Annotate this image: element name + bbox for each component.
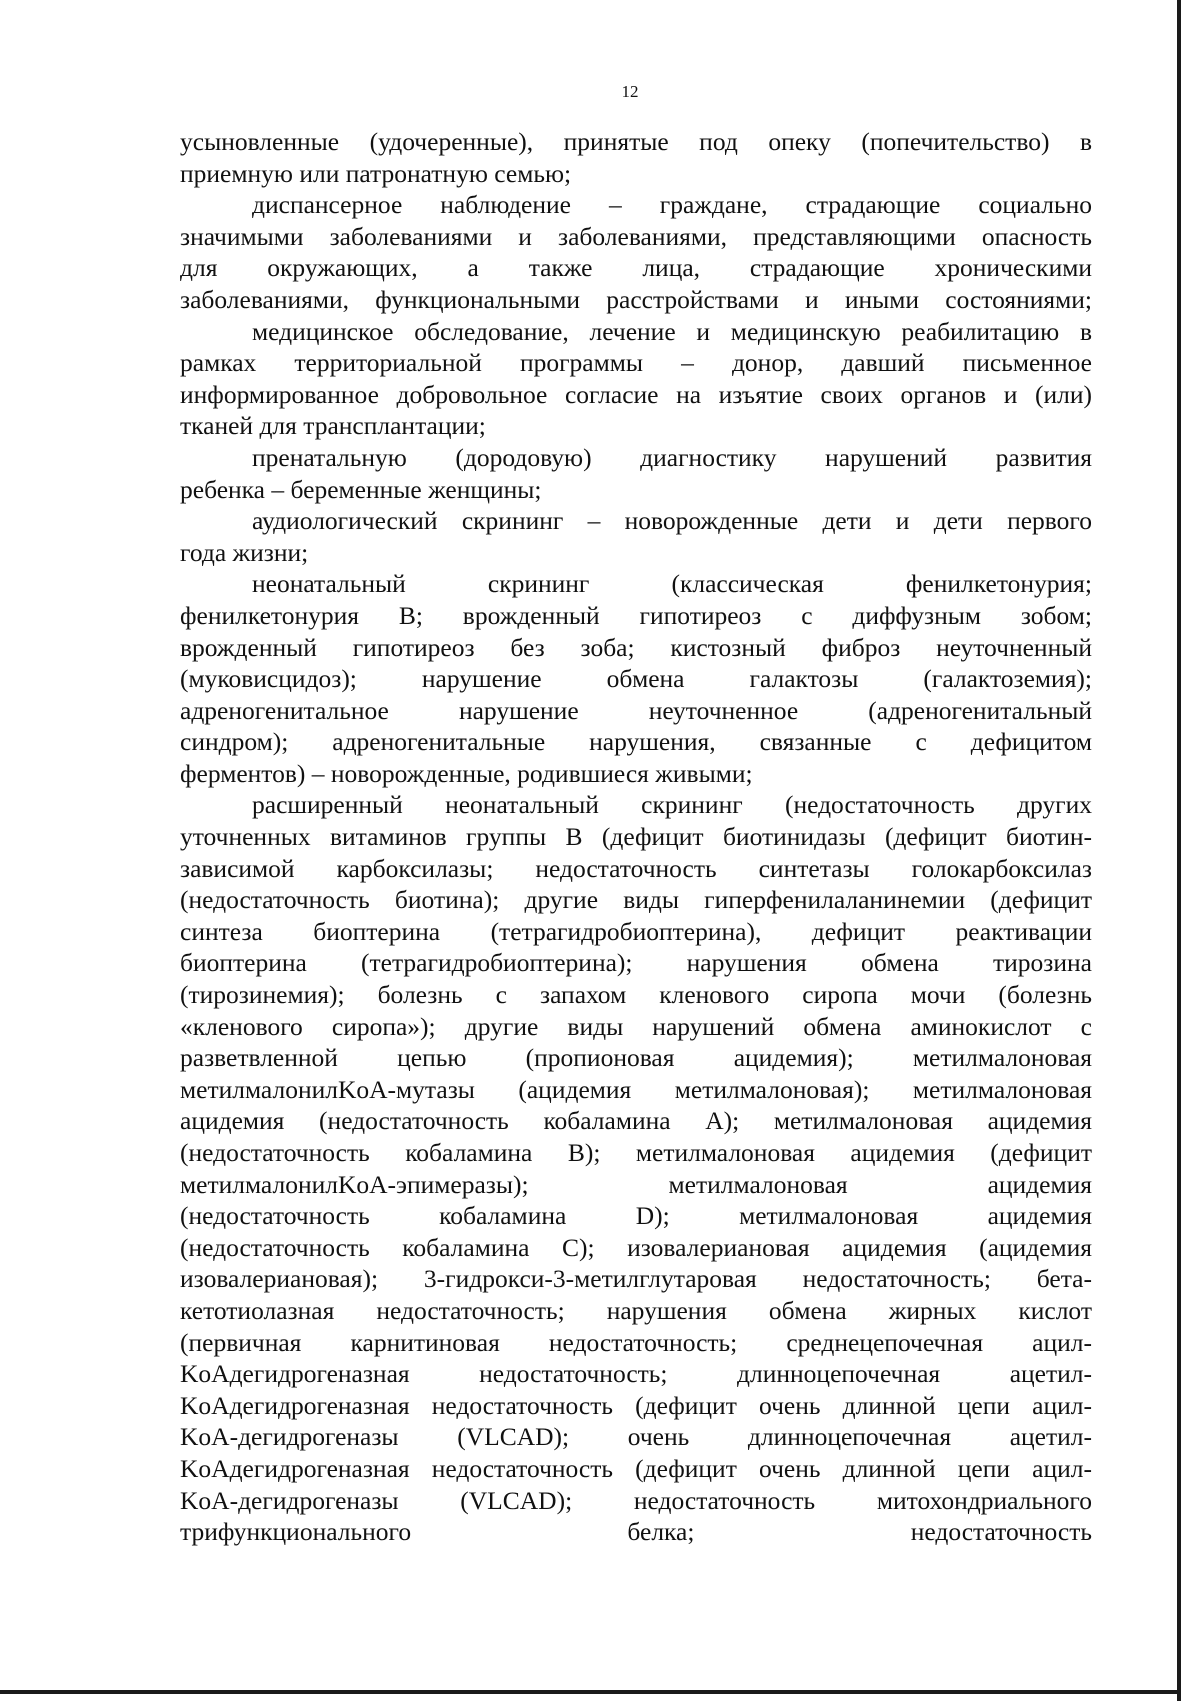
text-line: адреногенитальное нарушение неуточненное (адреногенитальный (180, 695, 1092, 725)
text-line: ферментов) – новорожденные, родившиеся живыми; (180, 758, 753, 788)
text-line: зависимой карбоксилазы; недостаточность синтетазы голокарбоксилаз (180, 853, 1092, 883)
text-line: биоптерина (тетрагидробиоптерина); нарушения обмена тирозина (180, 948, 1092, 978)
text-line: заболеваниями, функциональными расстройствами и иными состояниями; (180, 284, 1092, 314)
text-line: кетотиолазная недостаточность; нарушения обмена жирных кислот (180, 1295, 1092, 1325)
text-line: KoAдегидрогеназная недостаточность (дефицит очень длинной цепи ацил- (180, 1390, 1092, 1420)
text-line: (недостаточность кобаламина C); изовалериановая ацидемия (ацидемия (180, 1232, 1092, 1262)
text-line: медицинское обследование, лечение и медицинскую реабилитацию в (252, 316, 1092, 346)
text-line: пренатальную (дородовую) диагностику нарушений развития (252, 442, 1092, 472)
text-line: (недостаточность кобаламина B); метилмалоновая ацидемия (дефицит (180, 1138, 1092, 1167)
page-edge-right (1177, 0, 1181, 1701)
document-body (180, 126, 1092, 1548)
text-line: «кленового сиропа»); другие виды нарушений обмена аминокислот с (180, 1011, 1092, 1041)
text-line: уточненных витаминов группы B (дефицит биотинидазы (дефицит биотин- (180, 822, 1092, 852)
text-line: тканей для трансплантации; (180, 411, 486, 441)
text-line: (недостаточность кобаламина D); метилмалоновая ацидемия (180, 1201, 1092, 1231)
text-line: рамках территориальной программы – донор, давший письменное (180, 348, 1092, 378)
text-line: года жизни; (180, 537, 309, 567)
text-line: ацидемия (недостаточность кобаламина A); метилмалоновая ацидемия (180, 1106, 1092, 1136)
text-line: приемную или патронатную семью; (180, 158, 572, 188)
text-line: ребенка – беременные женщины; (180, 474, 542, 504)
text-line: изовалериановая); 3-гидрокси-3-метилглутаровая недостаточность; бета- (180, 1264, 1092, 1294)
text-line: врожденный гипотиреоз без зоба; кистозный фиброз неуточненный (180, 632, 1092, 662)
text-line: неонатальный скрининг (классическая фенилкетонурия; (252, 569, 1092, 599)
text-line: значимыми заболеваниями и заболеваниями, представляющими опасность (180, 221, 1092, 251)
text-line: трифункционального белка; недостаточность (180, 1517, 1092, 1547)
text-line: KoAдегидрогеназная недостаточность (дефицит очень длинной цепи ацил- (180, 1453, 1092, 1483)
text-line: расширенный неонатальный скрининг (недостаточность других (252, 790, 1092, 820)
text-line: фенилкетонурия B; врожденный гипотиреоз с диффузным зобом; (180, 600, 1092, 630)
text-line: синдром); адреногенитальные нарушения, связанные с дефицитом (180, 727, 1092, 757)
text-line: (первичная карнитиновая недостаточность; среднецепочечная ацил- (180, 1327, 1092, 1357)
text-line: синтеза биоптерина (тетрагидробиоптерина), дефицит реактивации (180, 916, 1092, 946)
text-line: метилмалонилKoA-мутазы (ацидемия метилмалоновая); метилмалоновая (180, 1074, 1092, 1104)
text-line: (недостаточность биотина); другие виды гиперфенилаланинемии (дефицит (180, 885, 1092, 915)
text-line: метилмалонилKoA-эпимеразы); метилмалоновая ацидемия (180, 1169, 1092, 1199)
page-number: 12 (621, 82, 639, 101)
text-line: разветвленной цепью (пропионовая ацидемия); метилмалоновая (180, 1043, 1092, 1073)
text-line: KoA-дегидрогеназы (VLCAD); очень длинноцепочечная ацетил- (180, 1422, 1092, 1452)
text-line: усыновленные (удочеренные), принятые под опеку (попечительство) в (180, 127, 1092, 156)
text-line: (тирозинемия); болезнь с запахом кленового сиропа мочи (болезнь (180, 980, 1092, 1010)
page-edge-bottom (0, 1690, 1181, 1694)
text-line: KoAдегидрогеназная недостаточность; длинноцепочечная ацетил- (180, 1359, 1092, 1389)
text-line: диспансерное наблюдение – граждане, страдающие социально (252, 190, 1092, 220)
text-line: для окружающих, а также лица, страдающие хроническими (180, 253, 1092, 283)
text-line: KoA-дегидрогеназы (VLCAD); недостаточность митохондриального (180, 1485, 1092, 1515)
text-line: информированное добровольное согласие на изъятие своих органов и (или) (180, 379, 1092, 409)
text-line: аудиологический скрининг – новорожденные дети и дети первого (252, 506, 1092, 536)
text-line: (муковисцидоз); нарушение обмена галактозы (галактоземия); (180, 664, 1092, 694)
